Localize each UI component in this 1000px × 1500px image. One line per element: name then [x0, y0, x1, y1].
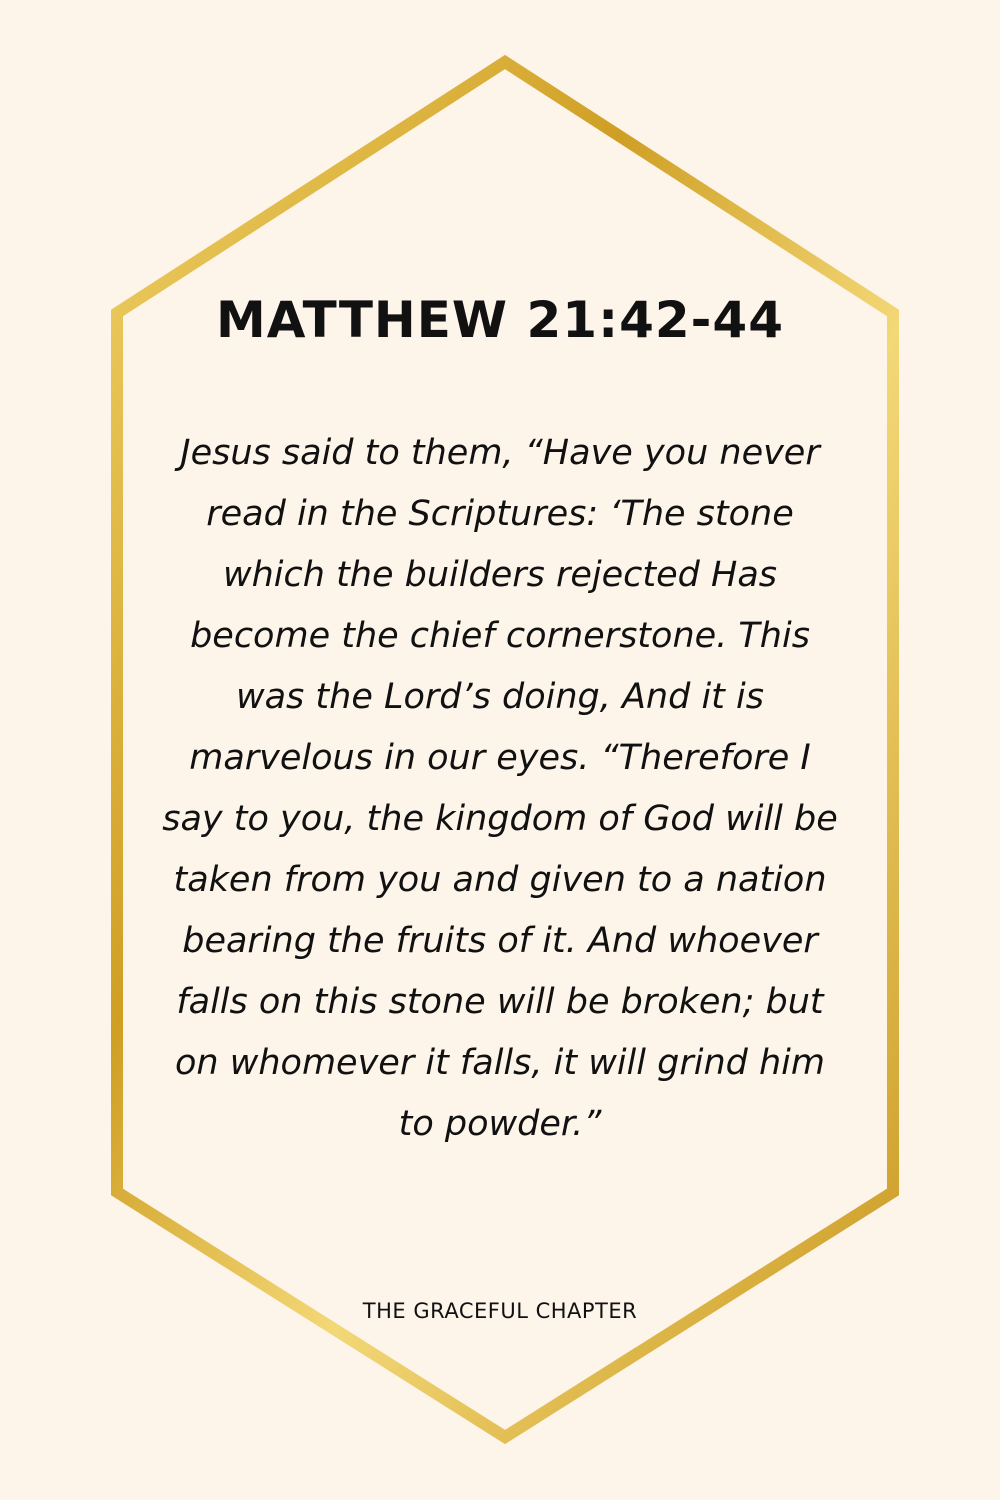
verse-reference-title: MATTHEW 21:42-44 — [216, 291, 784, 349]
verse-text: Jesus said to them, “Have you never read in the Scriptures: ‘The stone which the builders rejected Has become the chief cornerstone. This was the Lord’s doing, And it is marvelous in our eyes. “Therefore I say to you, the kingdom of God will be taken from you and given to a nation bearing the fruits of it. And whoever falls on this stone will be broken; but on whomever it falls, it will grind him to powder.” — [162, 433, 838, 1144]
brand-name: THE GRACEFUL CHAPTER — [362, 1299, 638, 1323]
